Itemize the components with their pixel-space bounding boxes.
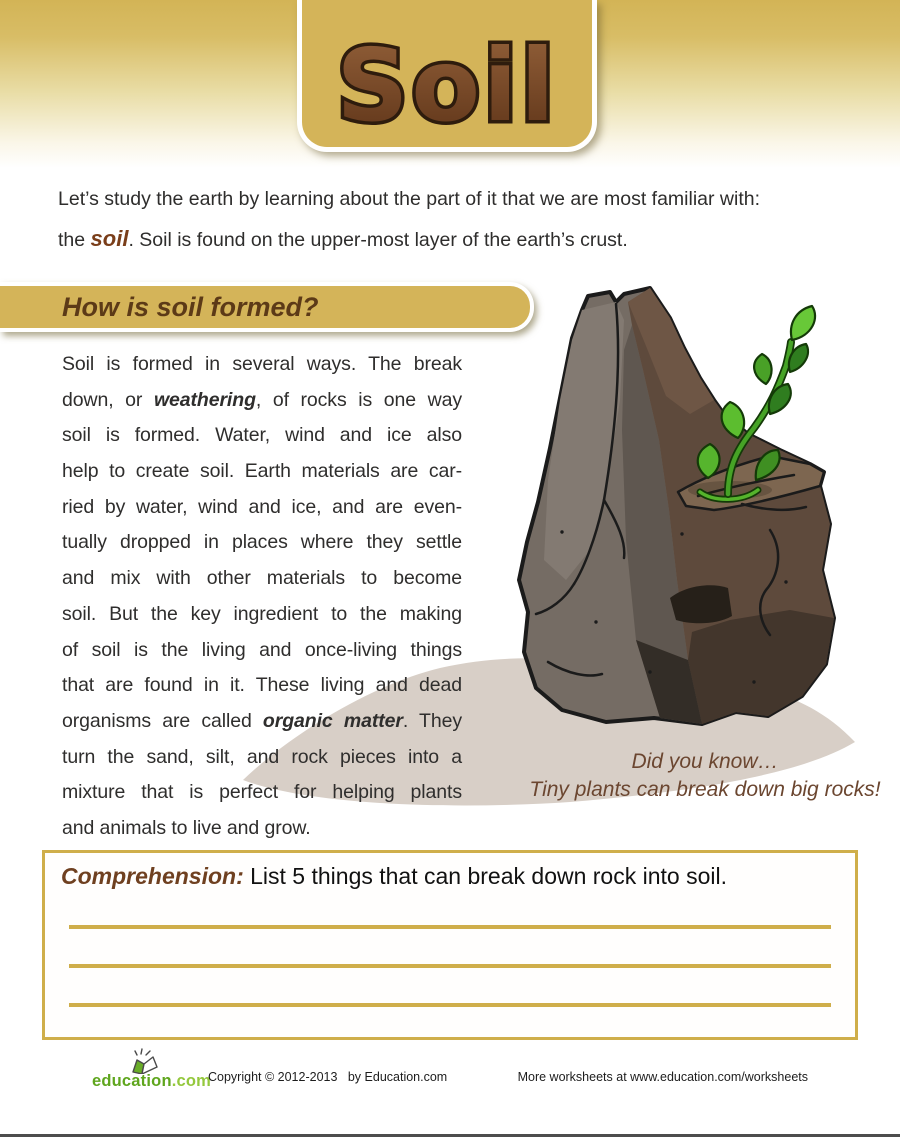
page-title: Soil [336,27,558,144]
article-line: Soil is formed in several ways. The break [62,353,462,375]
caption-line-2: Tiny plants can break down big rocks! [529,778,881,801]
logo-com: .com [171,1072,212,1090]
article-line: turn the sand, silt, and rock pieces into a [62,745,462,768]
article-line: down, or weathering, of rocks is one way [62,388,462,411]
did-you-know-caption [505,748,900,804]
answer-line[interactable] [69,964,831,968]
intro-line-1: Let’s study the earth by learning about the part of it that we are most familiar with: [58,188,761,210]
intro-paragraph [58,180,870,260]
title-card [297,0,597,152]
article-line: organisms are called organic matter. They [62,709,462,732]
intro-line-2-post: . Soil is found on the upper-most layer of the earth’s crust. [128,229,628,251]
article-line: and animals to live and grow. [62,816,311,839]
article-line: of soil is the living and once-living things [62,638,462,661]
article-line: that are found in it. These living and dead [62,674,462,697]
soil-highlight: soil [90,226,129,251]
answer-lines [69,925,831,1042]
comprehension-question: List 5 things that can break down rock into soil. [250,863,727,889]
education-logo-icon [128,1048,160,1074]
section-heading: How is soil formed? [62,292,319,322]
answer-line[interactable] [69,925,831,929]
article-line: soil. But the key ingredient to the making [62,602,462,625]
comprehension-box [42,850,858,1040]
article-line: help to create soil. Earth materials are car- [62,460,462,483]
title-art [307,0,587,147]
article-text [62,347,462,847]
caption-line-1: Did you know… [631,750,779,773]
answer-line[interactable] [69,1003,831,1007]
article-line: and mix with other materials to become [62,567,462,590]
comprehension-label: Comprehension: [61,863,244,889]
comprehension-prompt [61,863,727,890]
copyright-text: Copyright © 2012-2013 by Education.com [208,1070,448,1084]
article-line: ried by water, wind and ice, and are even- [62,495,462,518]
education-logo-text [92,1072,211,1091]
article-line: soil is formed. Water, wind and ice also [62,424,462,447]
intro-line-2-pre: the [58,229,91,251]
intro-line-2 [58,219,870,260]
more-worksheets-link[interactable]: More worksheets at www.education.com/worksheets [517,1070,808,1084]
article-line: mixture that is perfect for helping plants [62,781,462,804]
article-line: tually dropped in places where they settle [62,531,462,554]
logo-education: education [92,1072,172,1090]
